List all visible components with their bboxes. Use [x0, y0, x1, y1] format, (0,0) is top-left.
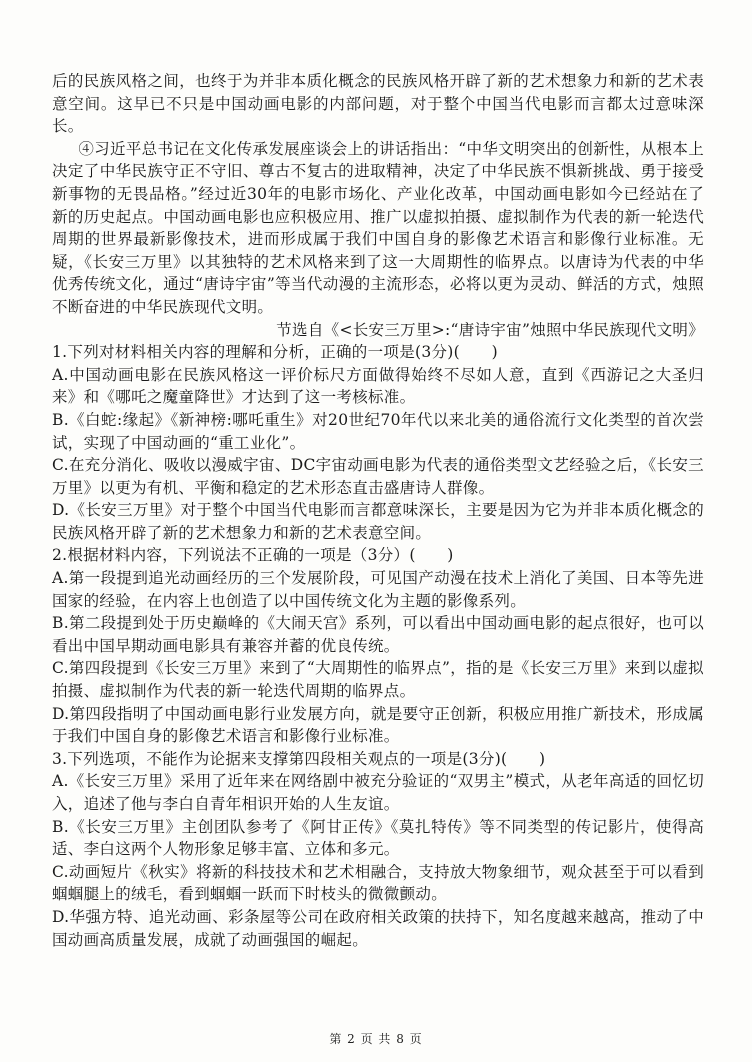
question-3-option-a: A.《长安三万里》采用了近年来在网络剧中被充分验证的“双男主”模式，从老年高适的回忆切入，追述了他与李白自青年相识开始的人生友谊。: [52, 772, 704, 813]
question-3: [52, 748, 704, 951]
passage-paragraph-continued: 后的民族风格之间，也终于为并非本质化概念的民族风格开辟了新的艺术想象力和新的艺术表意空间。这早已不只是中国动画电影的内部问题，对于整个中国当代电影而言都太过意味深长。: [52, 72, 704, 136]
question-1-option-c: C.在充分消化、吸收以漫威宇宙、DC宇宙动画电影为代表的通俗类型文艺经验之后，《长安三万里》以更为有机、平衡和稳定的艺术形态直击盛唐诗人群像。: [52, 456, 704, 497]
question-1: [52, 341, 704, 544]
question-2: [52, 544, 704, 747]
question-2-option-c: C.第四段提到《长安三万里》来到了“大周期性的临界点”，指的是《长安三万里》来到以虚拟拍摄、虚拟制作为代表的新一轮迭代周期的临界点。: [52, 659, 704, 701]
question-3-stem: 3.下列选项，不能作为论据来支撑第四段相关观点的一项是(3分)( ): [52, 749, 546, 768]
question-2-option-b: B.第二段提到处于历史巅峰的《大闹天宫》系列，可以看出中国动画电影的起点很好，也可以看出中国早期动画电影具有兼容并蓄的优良传统。: [52, 614, 704, 655]
question-1-stem: 1.下列对材料相关内容的理解和分析，正确的一项是(3分)( ): [52, 343, 498, 362]
question-1-option-b: B.《白蛇:缘起》《新神榜:哪吒重生》对20世纪70年代以来北美的通俗流行文化类型的首次尝试，实现了中国动画的“重工业化”。: [52, 410, 704, 452]
question-2-option-a: A.第一段提到追光动画经历的三个发展阶段，可见国产动漫在技术上消化了美国、日本等先进国家的经验，在内容上也创造了以中国传统文化为主题的影像系列。: [52, 569, 704, 610]
question-2-stem: 2.根据材料内容，下列说法不正确的一项是（3分）( ): [52, 546, 454, 565]
passage-source: 节选自《<长安三万里>:“唐诗宇宙”烛照中华民族现代文明》: [276, 320, 704, 339]
page-number-footer: 第 2 页 共 8 页: [329, 1032, 423, 1046]
passage-paragraph-4: ④习近平总书记在文化传承发展座谈会上的讲话指出：“中华文明突出的创新性，从根本上决定了中华民族守正不守旧、尊古不复古的进取精神，决定了中华民族不惧新挑战、勇于接受新事物的无畏品格。”经过近30年的电影市场化、产业化改革，中国动画电影如今已经站在了新的历史起点。中国动画电影也应积极应用、推广以虚拟拍摄、虚拟制作为代表的新一轮迭代周期的世界最新影像技术，进而形成属于我们中国自身的影像艺术语言和影像行业标准。无疑，《长安三万里》以其独特的艺术风格来到了这一大周期性的临界点。以唐诗为代表的中华优秀传统文化，通过“唐诗宇宙”等当代动漫的主流形态，必将以更为灵动、鲜活的方式，烛照不断奋进的中华民族现代文明。: [52, 139, 704, 316]
question-3-option-d: D.华强方特、追光动画、彩条屋等公司在政府相关政策的扶持下，知名度越来越高，推动了中国动画高质量发展，成就了动画强国的崛起。: [52, 907, 704, 949]
question-1-option-a: A.中国动画电影在民族风格这一评价标尺方面做得始终不尽如人意，直到《西游记之大圣归来》和《哪吒之魔童降世》才达到了这一考核标准。: [52, 365, 704, 407]
question-3-option-b: B.《长安三万里》主创团队参考了《阿甘正传》《莫扎特传》等不同类型的传记影片，使得高适、李白这两个人物形象足够丰富、立体和多元。: [52, 817, 704, 859]
question-1-option-d: D.《长安三万里》对于整个中国当代电影而言都意味深长，主要是因为它为并非本质化概念的民族风格开辟了新的艺术想象力和新的艺术表意空间。: [52, 501, 704, 542]
question-2-option-d: D.第四段指明了中国动画电影行业发展方向，就是要守正创新，积极应用推广新技术，形成属于我们中国自身的影像艺术语言和影像行业标准。: [52, 704, 704, 746]
question-3-option-c: C.动画短片《秋实》将新的科技技术和艺术相融合，支持放大物象细节，观众甚至于可以看到蝈蝈腿上的绒毛，看到蝈蝈一跃而下时枝头的微微颤动。: [52, 862, 704, 904]
page-content: [52, 70, 704, 951]
